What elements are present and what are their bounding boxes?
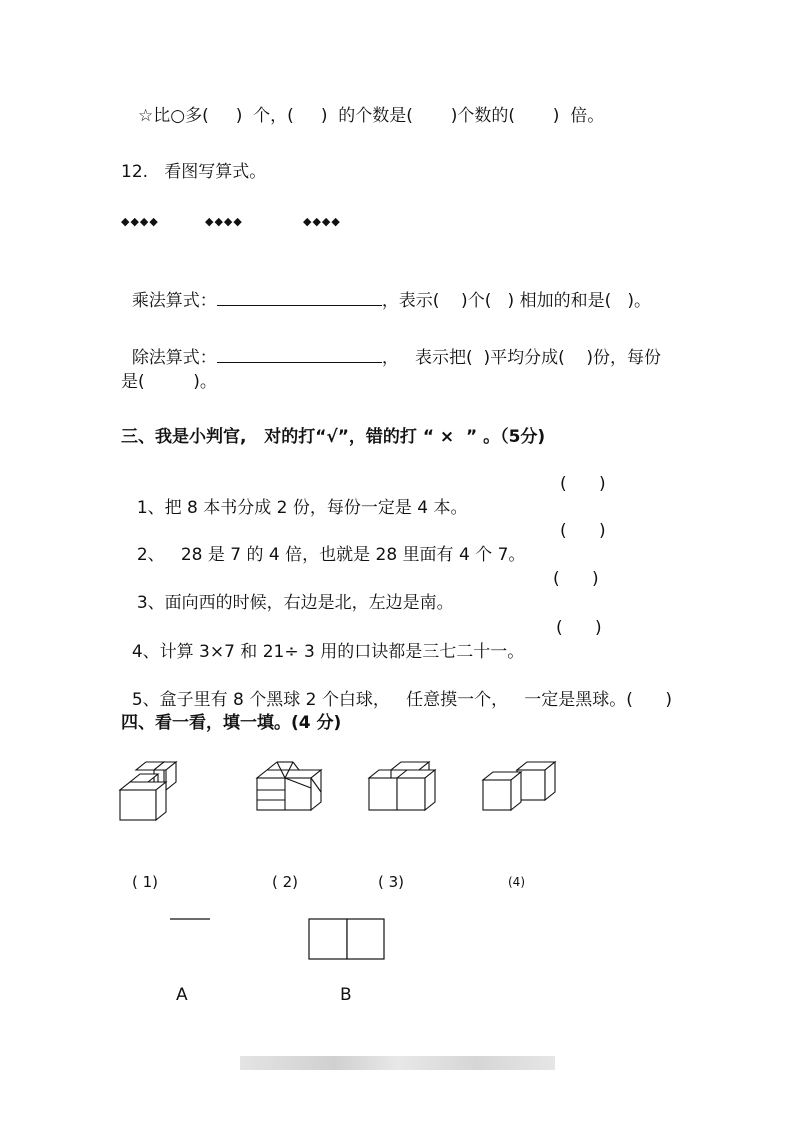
mult-row bbox=[121, 264, 651, 313]
mult-label: 乘法算式： bbox=[131, 291, 217, 311]
cube-figure-3 bbox=[367, 760, 439, 812]
option-b-label: B bbox=[340, 985, 352, 1005]
diamond-group-1: ◆◆◆◆ bbox=[121, 215, 159, 228]
mult-answer-blank[interactable] bbox=[217, 288, 382, 306]
q12-title: 12. 看图写算式。 bbox=[121, 162, 267, 182]
cube-figure-2 bbox=[255, 760, 325, 812]
judge-item-2: 2、 28 是 7 的 4 倍，也就是 28 里面有 4 个 7。 bbox=[136, 545, 526, 565]
figure-label-4: (4) bbox=[508, 875, 525, 889]
diamond-group-3: ◆◆◆◆ bbox=[303, 215, 341, 228]
div-label: 除法算式： bbox=[131, 348, 217, 368]
judge-item-1: 1、把 8 本书分成 2 份，每份一定是 4 本。 bbox=[136, 498, 468, 518]
cube-figure-4 bbox=[481, 760, 559, 812]
div-tail-2: 是( )。 bbox=[121, 372, 217, 392]
judge-item-4: 4、计算 3×7 和 21÷ 3 用的口诀都是三七二十一。 bbox=[131, 642, 525, 662]
option-a-shape bbox=[168, 918, 212, 922]
option-a-label: A bbox=[176, 985, 188, 1005]
figure-label-3: ( 3) bbox=[378, 873, 405, 891]
mult-tail: ，表示( )个( ) 相加的和是( )。 bbox=[381, 291, 652, 311]
cube-figure-1 bbox=[118, 760, 180, 822]
judge-bracket-4[interactable]: ( ) bbox=[556, 618, 602, 638]
q11-text: ☆比○多( ) 个，( ) 的个数是( )个数的( ) 倍。 bbox=[138, 106, 605, 126]
diamond-group-2: ◆◆◆◆ bbox=[205, 215, 243, 228]
judge-item-5: 5、盒子里有 8 个黑球 2 个白球， 任意摸一个， 一定是黑球。( ) bbox=[131, 690, 672, 710]
option-b-shape bbox=[308, 918, 386, 962]
footer-watermark-bar bbox=[240, 1056, 555, 1070]
figure-label-2: ( 2) bbox=[272, 873, 299, 891]
judge-bracket-2[interactable]: ( ) bbox=[560, 521, 606, 541]
div-row bbox=[121, 321, 661, 370]
div-answer-blank[interactable] bbox=[217, 345, 382, 363]
figure-label-1: ( 1) bbox=[132, 873, 159, 891]
section3-title: 三、我是小判官, 对的打“√”，错的打 “ × ” 。（5分) bbox=[121, 427, 546, 447]
judge-bracket-3[interactable]: ( ) bbox=[553, 569, 599, 589]
section4-title: 四、看一看，填一填。(4 分) bbox=[121, 713, 342, 733]
judge-bracket-1[interactable]: ( ) bbox=[560, 474, 606, 494]
judge-item-3: 3、面向西的时候，右边是北，左边是南。 bbox=[136, 593, 454, 613]
div-tail: ， 表示把( )平均分成( )份，每份 bbox=[381, 348, 661, 368]
